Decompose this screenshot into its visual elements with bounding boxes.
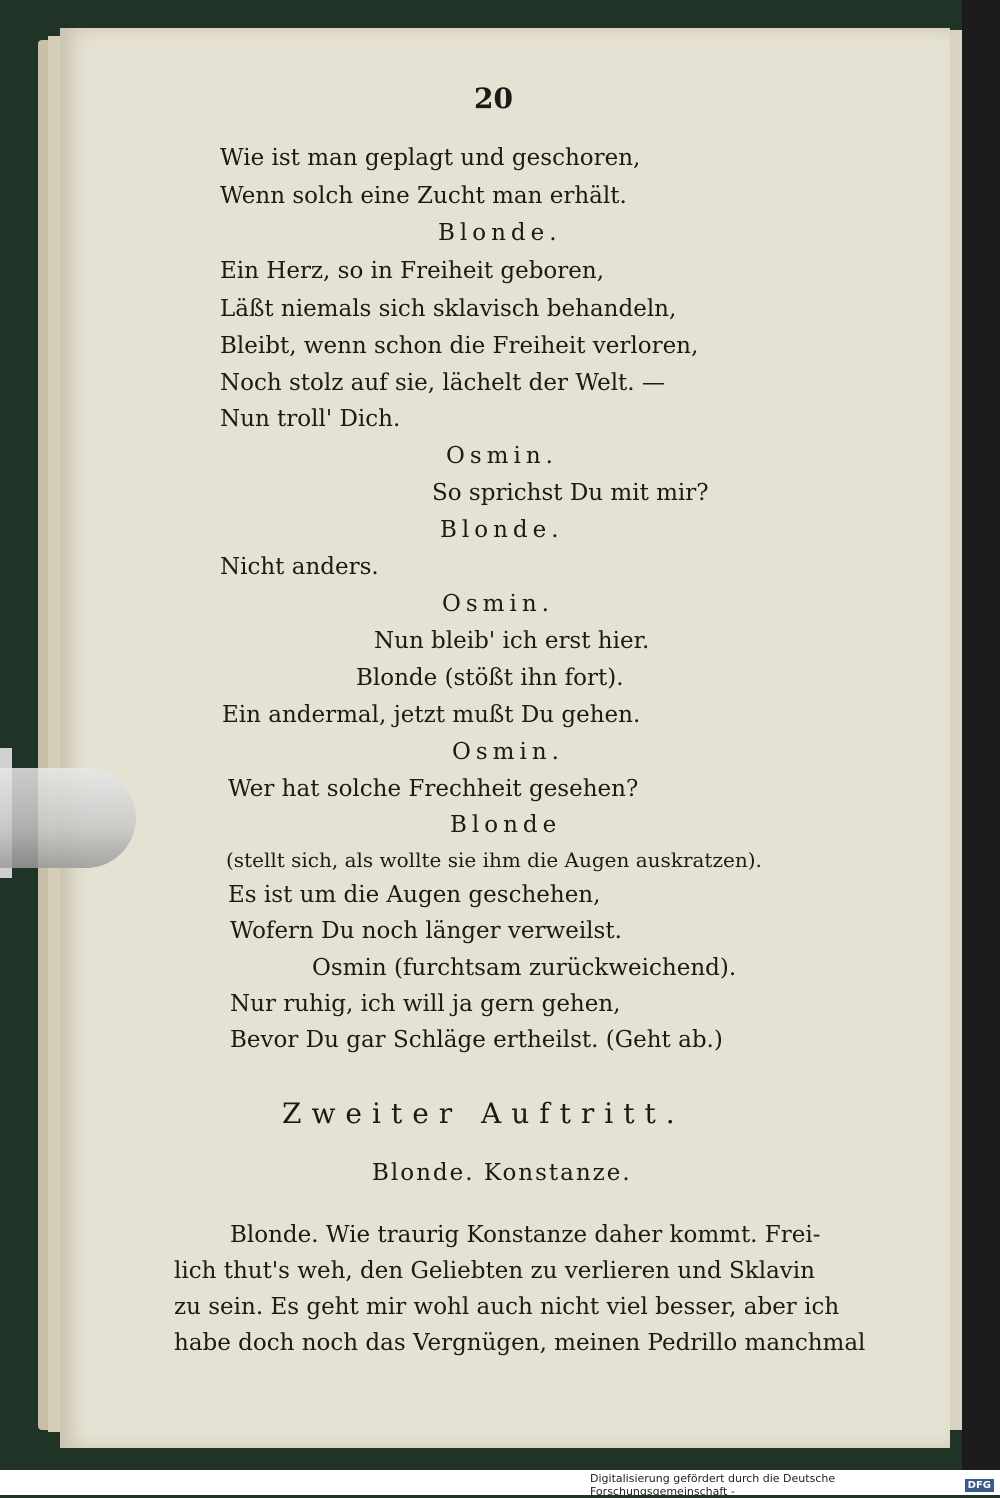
speaker-stage-direction: Blonde (stößt ihn fort).: [356, 665, 624, 691]
scene-heading: Zweiter Auftritt.: [282, 1097, 685, 1130]
verse-line: Wenn solch eine Zucht man erhält.: [220, 183, 627, 209]
page-number: 20: [474, 82, 513, 115]
verse-line: Ein andermal, jetzt mußt Du gehen.: [222, 702, 641, 728]
verse-line: Nun troll' Dich.: [220, 406, 401, 432]
verse-line: Noch stolz auf sie, lächelt der Welt. —: [220, 370, 665, 396]
speaker-name: Blonde.: [440, 517, 564, 543]
verse-line: Nicht anders.: [220, 554, 379, 580]
footer-text: Digitalisierung gefördert durch die Deutsche Forschungsgemeinschaft -: [590, 1472, 836, 1498]
dfg-logo: DFG: [965, 1479, 994, 1492]
speaker-name: Blonde: [450, 812, 562, 838]
dark-background-right: [962, 0, 1000, 1470]
prose-line: Blonde. Wie traurig Konstanze daher kommt. Frei-: [230, 1222, 821, 1248]
verse-line: So sprichst Du mit mir?: [432, 480, 709, 506]
verse-line: Nun bleib' ich erst hier.: [374, 628, 650, 654]
prose-line: lich thut's weh, den Geliebten zu verlieren und Sklavin: [174, 1258, 815, 1284]
speaker-name: Osmin.: [442, 591, 554, 617]
verse-line: Bevor Du gar Schläge ertheilst. (Geht ab.): [230, 1027, 723, 1053]
verse-line: Nur ruhig, ich will ja gern gehen,: [230, 991, 621, 1017]
verse-line: Wie ist man geplagt und geschoren,: [220, 145, 641, 171]
verse-line: Wofern Du noch länger verweilst.: [230, 918, 622, 944]
speaker-name: Osmin.: [446, 443, 558, 469]
verse-line: Es ist um die Augen geschehen,: [228, 882, 601, 908]
prose-line: zu sein. Es geht mir wohl auch nicht viel besser, aber ich: [174, 1294, 840, 1320]
verse-line: Bleibt, wenn schon die Freiheit verloren,: [220, 333, 699, 359]
speaker-stage-direction: Osmin (furchtsam zurückweichend).: [312, 955, 737, 981]
scene-persons: Blonde. Konstanze.: [372, 1160, 632, 1186]
verse-line: Ein Herz, so in Freiheit geboren,: [220, 258, 605, 284]
footer-credit: [590, 1472, 1000, 1498]
speaker-name: Osmin.: [452, 739, 564, 765]
verse-line: Läßt niemals sich sklavisch behandeln,: [220, 296, 677, 322]
stage-direction: (stellt sich, als wollte sie ihm die Augen auskratzen).: [226, 848, 762, 872]
prose-line: habe doch noch das Vergnügen, meinen Pedrillo manchmal: [174, 1330, 866, 1356]
verse-line: Wer hat solche Frechheit gesehen?: [228, 776, 639, 802]
page-holder-clip: [0, 768, 136, 868]
speaker-name: Blonde.: [438, 220, 562, 246]
